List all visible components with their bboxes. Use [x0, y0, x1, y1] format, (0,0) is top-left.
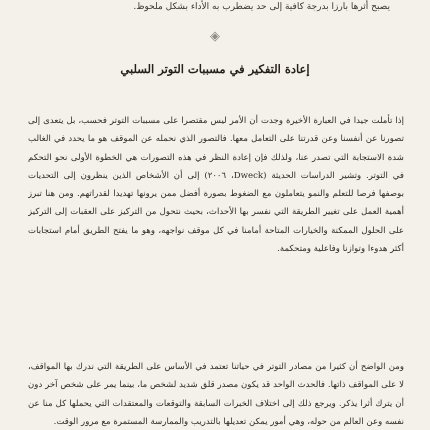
previous-page-closing-line: يصبح أثرها بارزا بدرجة كافية إلى حد يضطرب به الأداء بشكل ملحوظ.: [133, 2, 390, 12]
section-title: إعادة التفكير في مسببات التوتر السلبي: [120, 62, 310, 76]
body-paragraph-2: ومن الواضح أن كثيرا من مصادر التوتر في حياتنا تعتمد في الأساس على الطريقة التي ندرك بها المواقف، لا على المواقف ذاتها. فالحدث الواحد قد يكون مصدر قلق شديد لشخص ما، بينما يمر على شخص آخر دون أن يترك أثرا يذكر. ويرجع ذلك إلى اختلاف الخبرات السابقة والتوقعات والمعتقدات التي يحملها كل منا عن نفسه وعن العالم من حوله، وهي أمور يمكن تعديلها بالتدريب والممارسة المستمرة مع مرور الوقت.: [28, 362, 404, 427]
body-paragraph-1: إذا تأملت جيدا في العبارة الأخيرة وجدت أن الأمر ليس مقتصرا على مسببات التوتر فحسب، بل يتعدى إلى تصورنا عن أنفسنا وعن قدرتنا على التعامل معها. فالتصور الذي نحمله عن الموقف هو ما يحدد في الغالب شدة الاستجابة التي تصدر عنا، ولذلك فإن إعادة النظر في هذه التصورات هي الخطوة الأولى نحو التحكم في التوتر. وتشير الدراسات الحديثة (Dweck، ٢٠٠٦) إلى أن الأشخاص الذين ينظرون إلى التحديات بوصفها فرصا للتعلم والنمو يتعاملون مع الضغوط بصورة أفضل ممن يرونها تهديدا لقدراتهم. ومن هنا تبرز أهمية العمل على تغيير الطريقة التي نفسر بها الأحداث، بحيث نتحول من التركيز على العقبات إلى التركيز على الحلول الممكنة والخيارات المتاحة أمامنا في كل موقف نواجهه، وهو ما يفتح الطريق أمام استجابات أكثر هدوءا وتوازنا وفاعلية ومتحكمة.: [28, 116, 404, 255]
section-divider-ornament-icon: ◈: [210, 29, 220, 44]
